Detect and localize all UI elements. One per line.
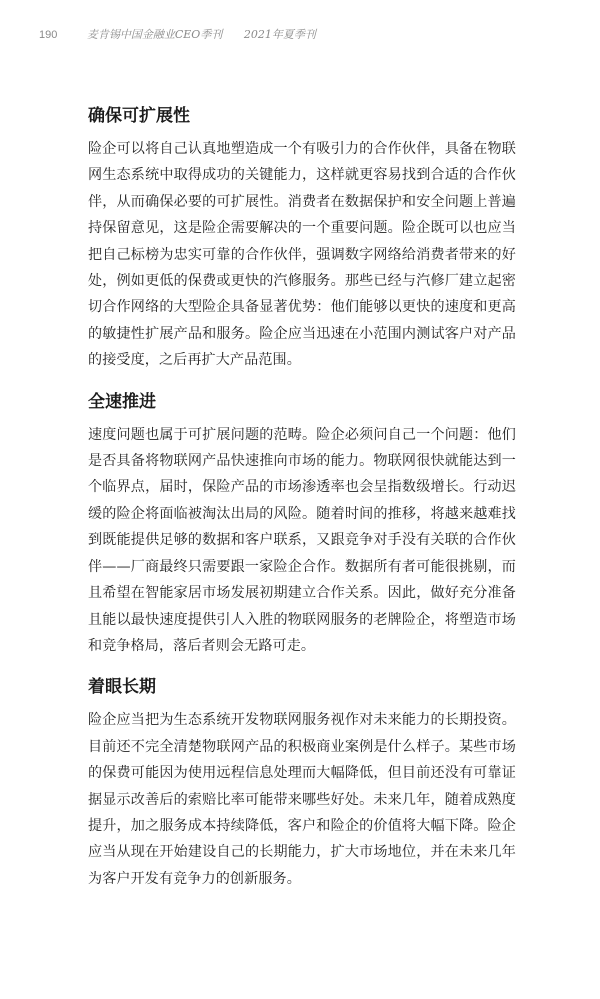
section-scalability	[88, 104, 516, 374]
section-heading: 全速推进	[88, 391, 156, 412]
section-long-term	[88, 675, 516, 892]
page-number: 190	[39, 29, 58, 41]
section-paragraph: 速度问题也属于可扩展问题的范畴。险企必须问自己一个问题：他们是否具备将物联网产品快速推向市场的能力。物联网很快就能达到一个临界点，届时，保险产品的市场渗透率也会呈指数级增长。行动迟缓的险企将面临被淘汰出局的风险。随着时间的推移，将越来越难找到既能提供足够的数据和客户联系，又跟竞争对手没有关联的合作伙伴——厂商最终只需要跟一家险企合作。数据所有者可能很挑剔，而且希望在智能家居市场发展初期建立合作关系。因此，做好充分准备且能以最快速度提供引人入胜的物联网服务的老牌险企，将塑造市场和竞争格局，落后者则会无路可走。	[88, 426, 516, 654]
issue-label: 2021年夏季刊	[243, 28, 316, 41]
article-body	[88, 104, 516, 908]
section-heading: 着眼长期	[88, 677, 156, 698]
section-paragraph: 险企可以将自己认真地塑造成一个有吸引力的合作伙伴，具备在物联网生态系统中取得成功的关键能力，这样就更容易找到合适的合作伙伴，从而确保必要的可扩展性。消费者在数据保护和安全问题上普遍持保留意见，这是险企需要解决的一个重要问题。险企既可以也应当把自己标榜为忠实可靠的合作伙伴，强调数字网络给消费者带来的好处，例如更低的保费或更快的汽修服务。那些已经与汽修厂建立起密切合作网络的大型险企具备显著优势：他们能够以更快的速度和更高的敏捷性扩展产品和服务。险企应当迅速在小范围内测试客户对产品的接受度，之后再扩大产品范围。	[88, 141, 516, 369]
section-full-speed	[88, 390, 516, 660]
section-paragraph: 险企应当把为生态系统开发物联网服务视作对未来能力的长期投资。目前还不完全清楚物联网产品的积极商业案例是什么样子。某些市场的保费可能因为使用远程信息处理而大幅降低，但目前还没有可靠证据显示改善后的索赔比率可能带来哪些好处。未来几年，随着成熟度提升，加之服务成本持续降低，客户和险企的价值将大幅下降。险企应当从现在开始建设自己的长期能力，扩大市场地位，并在未来几年为客户开发有竞争力的创新服务。	[88, 712, 516, 887]
journal-title: 麦肯锡中国金融业CEO季刊	[86, 28, 223, 41]
section-heading: 确保可扩展性	[88, 106, 190, 126]
running-header	[39, 26, 560, 42]
